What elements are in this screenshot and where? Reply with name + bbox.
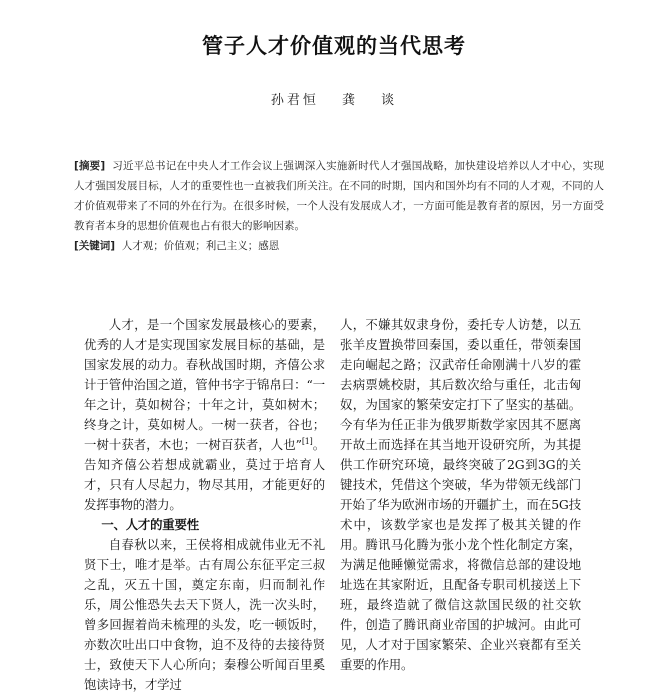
paragraph-text: 人才，是一个国家发展最核心的要素，优秀的人才是实现国家发展目标的基础，是国家发展的动力。春秋战国时期，齐僖公求计于管仲治国之道，管仲书字于锦帛曰：“一年之计，莫如树谷；十年之计，莫如树木；终身之计，莫如树人。一树一获者，谷也；一树十获者，木也；一树百获者，人也” (84, 317, 325, 452)
body-paragraph: 自春秋以来，王侯将相成就伟业无不礼贤下士，唯才是举。古有周公东征平定三叔之乱，灭五十国，奠定东南，归而制礼作乐，周公惟恐失去天下贤人，洗一次头时，曾多回握着尚未梳理的头发，吃一顿饭时，亦数次吐出口中食物，迫不及待的去接待贤士，致使天下人心所向；秦穆公听闻百里奚饱读诗书，才学过 (84, 537, 325, 692)
paper-title: 管子人才价值观的当代思考 (202, 34, 466, 58)
keywords (74, 236, 604, 256)
paragraph-text: 。告知齐僖公若想成就霸业，莫过于培育人才，只有人尽起力，物尽其用，才能更好的发挥事物的潜力。 (84, 437, 325, 512)
left-column (84, 315, 325, 695)
citation-ref: [1] (301, 436, 313, 446)
abstract-label: [摘要] (74, 160, 106, 172)
body-paragraph: 人，不嫌其奴隶身份，委托专人访楚，以五张羊皮置换带回秦国，委以重任，带领秦国走向崛起之路；汉武帝任命刚满十八岁的霍去病票姚校尉，其后数次给与重任，北击匈奴，为国家的繁荣安定打下了坚实的基础。今有华为任正非为俄罗斯数学家因其不愿离开故土而选择在其当地开设研究所，为其提供工作研究环境，最终突破了2G到3G的关键技术，凭借这个突破，华为带领无线部门开始了华为欧洲市场的开疆扩土，而在5G技术中，该数学家也是发挥了极其关键的作用。腾讯马化腾为张小龙个性化制定方案，为满足他睡懒觉需求，将微信总部的建设地址选在其家附近，且配备专职司机接送上下班，最终造就了微信这款国民级的社交软件，创造了腾讯商业帝国的护城河。由此可见，人才对于国家繁荣、企业兴衰都有至关重要的作用。 (340, 317, 581, 672)
abstract-text: 习近平总书记在中央人才工作会议上强调深入实施新时代人才强国战略，加快建设培养以人才中心，实现人才强国发展目标，人才的重要性也一直被我们所关注。在不同的时期，国内和国外均有不同的人才观，不同的人才价值观带来了不同的外在行为。在很多时候，一个人没有发展成人才，一方面可能是教育者的原因，另一方面受教育者本身的思想价值观也占有很大的影响因素。 (74, 160, 604, 232)
abstract (74, 156, 604, 236)
section-heading: 一、人才的重要性 (101, 517, 199, 532)
keywords-text: 人才观；价值观；利己主义；感恩 (121, 240, 280, 252)
right-column (340, 315, 581, 675)
body-paragraph (84, 315, 325, 515)
keywords-label: [关键词] (74, 240, 116, 252)
authors: 孙君恒 龚 谈 (270, 93, 398, 108)
abstract-block (74, 156, 604, 256)
